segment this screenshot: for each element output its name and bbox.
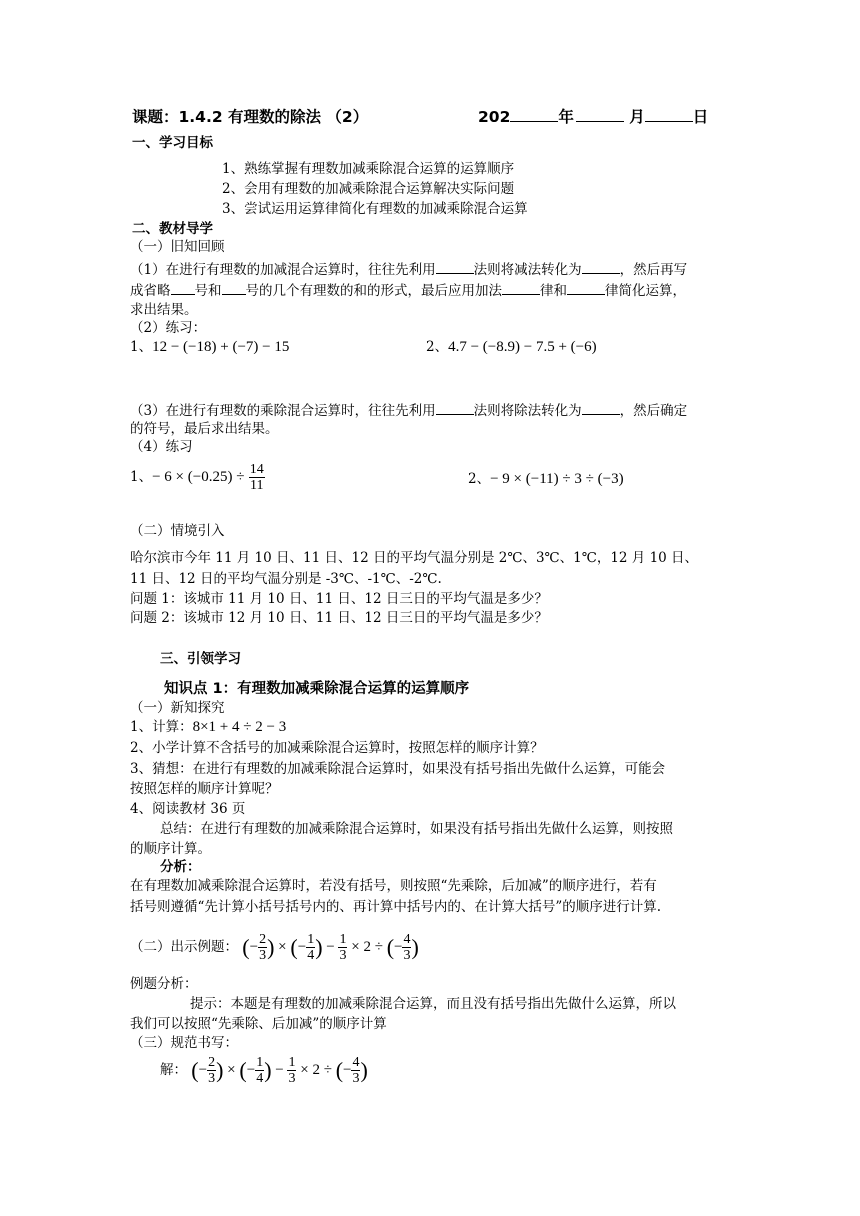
text: 号的几个有理数的和的形式，最后应用加法 — [245, 283, 502, 299]
question-1: 问题 1：该城市 11 月 10 日、11 日、12 日三日的平均气温是多少？ — [130, 591, 548, 607]
explore-item: 3、猜想：在进行有理数的加减乘除混合运算时，如果没有括号指出先做什么运算，可能会 — [130, 761, 666, 777]
scenario-text: 11 日、12 日的平均气温分别是 -3℃、-1℃、-2℃. — [130, 571, 442, 587]
hint-text: 我们可以按照“先乘除、后加减”的顺序计算 — [130, 1016, 387, 1032]
numerator: 4 — [352, 1055, 360, 1071]
exercise-label: （4）练习 — [130, 439, 193, 455]
explore-item: 2、小学计算不含括号的加减乘除混合运算时，按照怎样的顺序计算？ — [130, 740, 544, 756]
text: 律简化运算， — [605, 283, 686, 299]
year-label: 年 — [558, 108, 574, 126]
explore-item: 4、阅读教材 36 页 — [130, 801, 246, 817]
fraction — [207, 1055, 216, 1086]
hint-text: 提示：本题是有理数的加减乘除混合运算，而且没有括号指出先做什么运算，所以 — [190, 996, 676, 1012]
text: ，然后再写 — [619, 262, 688, 278]
fraction — [338, 932, 347, 963]
numerator: 1 — [288, 1055, 296, 1071]
review-paragraph-line-1 — [130, 260, 687, 279]
numerator: 14 — [249, 462, 264, 477]
fill-blank[interactable] — [171, 281, 195, 295]
day-label: 日 — [692, 108, 709, 126]
numerator: 2 — [259, 932, 267, 948]
solution-line — [160, 1052, 368, 1089]
analysis-label: 分析： — [160, 859, 201, 875]
exercise-item — [426, 338, 597, 356]
analysis-text: 在有理数加减乘除混合运算时，若没有括号，则按照“先乘除，后加减”的顺序进行，若有 — [130, 878, 657, 894]
subheading-explore: （一）新知探究 — [130, 700, 225, 716]
exercise-item — [468, 470, 624, 488]
example-analysis-label: 例题分析： — [130, 976, 198, 992]
denominator: 3 — [208, 1071, 216, 1087]
scenario-text: 哈尔滨市今年 11 月 10 日、11 日、12 日的平均气温分别是 2℃、3℃、1℃，12 月 10 日、 — [130, 550, 699, 566]
year-prefix: 202 — [478, 108, 511, 126]
analysis-text: 括号则遵循“先计算小括号括号内的、再计算中括号内的、在计算大括号”的顺序进行计算. — [130, 899, 662, 915]
section-heading-guide: 二、教材导学 — [132, 221, 213, 237]
summary-text: 总结：在进行有理数的加减乘除混合运算时，如果没有括号指出先做什么运算，则按照 — [160, 821, 673, 837]
explore-item: 按照怎样的顺序计算呢？ — [130, 781, 279, 797]
fraction — [249, 462, 265, 493]
denominator: 11 — [250, 478, 264, 493]
subheading-writing: （三）规范书写： — [130, 1035, 238, 1051]
fraction — [258, 932, 267, 963]
text: （3）在进行有理数的乘除混合运算时，往往先利用 — [130, 403, 436, 419]
subheading-example: （二）出示例题： — [130, 939, 238, 955]
solution-expression: (− $\frac{2}{3}$ ) × (− $\frac{1}{4}$ ) − $\frac{1}{3}$ × 2 ÷ (− $\frac{4}{3}$ ) — [191, 1055, 368, 1087]
fill-blank[interactable] — [436, 260, 474, 274]
text: 法则将减法转化为 — [473, 262, 582, 278]
math-expression: 8×1 + 4 ÷ 2 − 3 — [192, 719, 287, 735]
year-blank[interactable] — [510, 108, 558, 122]
title-text: 课题：1.4.2 有理数的除法 （2） — [132, 108, 369, 126]
math-expression: 4.7 − (−8.9) − 7.5 + (−6) — [448, 339, 597, 355]
fill-blank[interactable] — [582, 260, 620, 274]
numerator: 1 — [256, 1055, 264, 1071]
item-number: 1、 — [130, 469, 153, 485]
item-number: 1、 — [130, 339, 153, 355]
numerator: 2 — [208, 1055, 216, 1071]
subheading-scenario: （二）情境引入 — [130, 523, 225, 539]
text: 号和 — [194, 283, 222, 299]
fill-blank[interactable] — [222, 281, 246, 295]
date-line — [478, 108, 708, 126]
math-expression: 12 − (−18) + (−7) − 15 — [152, 339, 290, 355]
numerator: 4 — [403, 932, 411, 948]
text: （1）在进行有理数的加减混合运算时，往往先利用 — [130, 262, 436, 278]
review-paragraph-3-line-1 — [130, 401, 687, 420]
numerator: 1 — [339, 932, 347, 948]
goal-item: 2、会用有理数的加减乘除混合运算解决实际问题 — [222, 181, 515, 197]
subheading-review: （一）旧知回顾 — [130, 239, 225, 255]
numerator: 1 — [307, 932, 315, 948]
explore-item — [130, 718, 286, 736]
section-heading-goals: 一、学习目标 — [132, 135, 213, 151]
text: ，然后确定 — [619, 403, 688, 419]
number: 2 — [312, 1062, 320, 1078]
solution-label: 解： — [160, 1062, 187, 1078]
fill-blank[interactable] — [436, 401, 474, 415]
denominator: 4 — [307, 948, 315, 964]
text: 成省略 — [130, 283, 171, 299]
exercise-label: （2）练习： — [130, 320, 207, 336]
math-expression: − 6 × (−0.25) ÷ — [152, 469, 245, 485]
goal-item: 1、熟练掌握有理数加减乘除混合运算的运算顺序 — [222, 161, 515, 177]
lesson-title — [132, 108, 368, 126]
text: 法则将除法转化为 — [473, 403, 582, 419]
question-2: 问题 2：该城市 12 月 10 日、11 日、12 日三日的平均气温是多少？ — [130, 610, 548, 626]
denominator: 3 — [339, 948, 347, 964]
example-expression: (− $\frac{2}{3}$ ) × (− $\frac{1}{4}$ ) − $\frac{1}{3}$ × 2 ÷ (− $\frac{4}{3}$ ) — [242, 932, 419, 964]
item-number: 2、 — [426, 339, 449, 355]
review-paragraph-3-line-2: 的符号，最后求出结果。 — [130, 421, 279, 437]
summary-text: 的顺序计算。 — [130, 841, 211, 857]
month-label: 月 — [629, 108, 645, 126]
text: 律和 — [540, 283, 567, 299]
fill-blank[interactable] — [502, 281, 540, 295]
denominator: 4 — [256, 1071, 264, 1087]
fill-blank[interactable] — [582, 401, 620, 415]
fraction — [287, 1055, 296, 1086]
review-paragraph-line-3: 求出结果。 — [130, 302, 198, 318]
fraction — [255, 1055, 264, 1086]
review-paragraph-line-2 — [130, 281, 686, 300]
number: 2 — [363, 939, 371, 955]
text: 1、计算： — [130, 719, 193, 735]
fill-blank[interactable] — [567, 281, 605, 295]
goal-item: 3、尝试运用运算律简化有理数的加减乘除混合运算 — [222, 201, 528, 217]
month-blank[interactable] — [576, 108, 624, 122]
item-number: 2、 — [468, 471, 491, 487]
day-blank[interactable] — [645, 108, 693, 122]
denominator: 3 — [352, 1071, 360, 1087]
math-expression: − 9 × (−11) ÷ 3 ÷ (−3) — [490, 471, 624, 487]
knowledge-point-title: 知识点 1：有理数加减乘除混合运算的运算顺序 — [164, 681, 470, 697]
fraction — [306, 932, 315, 963]
example-line — [130, 929, 419, 966]
denominator: 3 — [259, 948, 267, 964]
section-heading-lead: 三、引领学习 — [160, 651, 241, 667]
denominator: 3 — [288, 1071, 296, 1087]
denominator: 3 — [403, 948, 411, 964]
exercise-item — [130, 462, 265, 493]
exercise-item — [130, 338, 289, 356]
